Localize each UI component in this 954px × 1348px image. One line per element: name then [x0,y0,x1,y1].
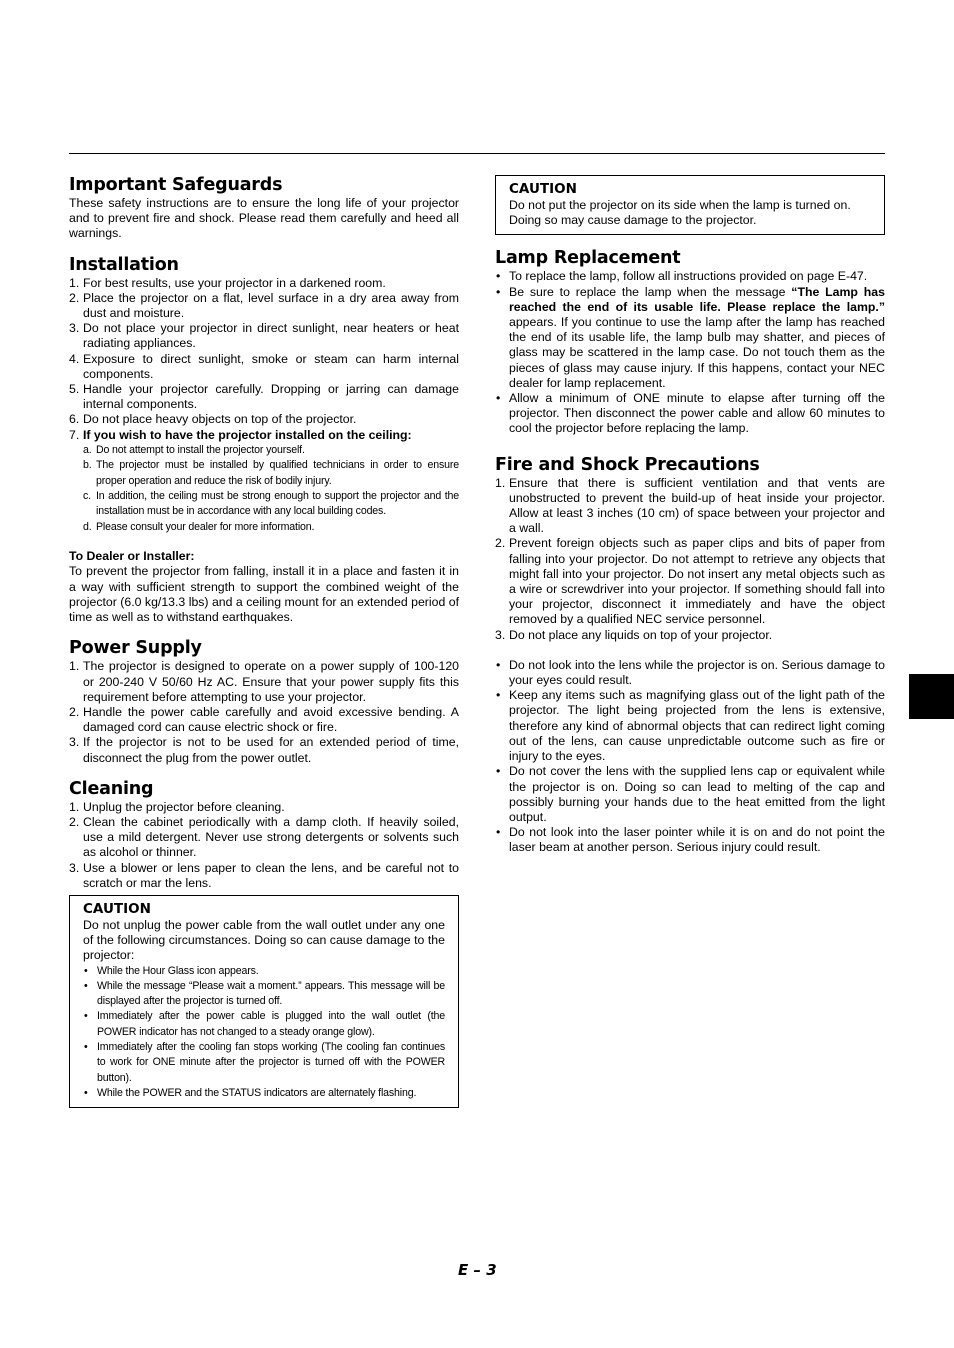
cleaning-heading: Cleaning [69,778,154,799]
list-item: • While the message “Please wait a moment.” appears. This message will be displayed after the projector is turned off. [83,979,445,1010]
lamp-caution-box [495,175,885,235]
list-item: 6. Do not place heavy objects on top of the projector. [69,412,357,427]
installation-list [69,276,459,443]
fire-heading: Fire and Shock Precautions [495,454,760,475]
list-item: 2. Handle the power cable carefully and avoid excessive bending. A damaged cord can cause electric shock or fire. [69,704,459,735]
list-item: • While the POWER and the STATUS indicators are alternately flashing. [83,1086,445,1101]
safeguards-intro: These safety instructions are to ensure the long life of your projector and to prevent fire and shock. Please read them carefully and heed all warnings. [69,196,459,241]
caution-text: Do not unplug the power cable from the wall outlet under any one of the following circumstances. Doing so can cause damage to the projector: [83,917,445,963]
header-rule [69,153,885,154]
power-list [69,659,459,765]
caution-title: CAUTION [509,181,577,197]
list-item: 1. Unplug the projector before cleaning. [69,799,285,814]
power-heading: Power Supply [69,638,202,659]
list-item: • Do not cover the lens with the supplied lens cap or equivalent while the projector is on. Doing so can lead to melting of the cap and possibly burning your hands due to the heat emitted from the light output. [495,764,885,825]
list-item: 3. Do not place your projector in direct sunlight, near heaters or heat radiating appliances. [69,321,459,351]
cleaning-list [69,800,459,891]
list-item: 1. Ensure that there is sufficient ventilation and that vents are unobstructed to prevent the build-up of heat inside your projector. Allow at least 3 inches (10 cm) of space between your projector and a wall. [495,475,885,536]
list-item: 2. Place the projector on a flat, level surface in a dry area away from dust and moisture. [69,290,459,321]
fire-bullets [495,658,885,856]
list-item: 3. Do not place any liquids on top of your projector. [495,627,773,642]
right-column [495,175,885,856]
installation-heading: Installation [69,254,179,275]
list-item: • Immediately after the cooling fan stops working (The cooling fan continues to work for ONE minute after the projector is turned off with the POWER button). [83,1040,445,1086]
fire-list [495,476,885,643]
dealer-text: To prevent the projector from falling, install it in a place and fasten it in a way with sufficient strength to support the combined weight of the projector (6.0 kg/13.3 lbs) and a ceiling mount for an extended period of time as well as to withstand earthquakes. [69,564,459,625]
ceiling-list [69,443,459,535]
list-item: • Do not look into the laser pointer while it is on and do not point the laser beam at another person. Serious injury could result. [495,825,885,855]
list-item: • To replace the lamp, follow all instructions provided on page E-47. [495,269,885,284]
list-item: 5. Handle your projector carefully. Dropping or jarring can damage internal components. [69,382,459,412]
list-item: c. In addition, the ceiling must be strong enough to support the projector and the installation must be in accordance with any local building codes. [83,490,459,518]
caution-text: Do not put the projector on its side when the lamp is turned on. Doing so may cause damage to the projector. [509,198,851,228]
caution-list [83,964,445,1102]
list-item: • Allow a minimum of ONE minute to elapse after turning off the projector. Then disconnect the power cable and allow 60 minutes to cool the projector before replacing the lamp. [495,391,885,437]
list-item: 2. Prevent foreign objects such as paper clips and bits of paper from falling into your projector. Do not attempt to retrieve any objects that might fall into your projector. Do not insert any metal objects such as a wire or screwdriver into your projector. If something should fall into your projector, disconnect it immediately and have the object removed by a qualified NEC service personnel. [495,536,885,627]
list-item: 2. Clean the cabinet periodically with a damp cloth. If heavily soiled, use a mild detergent. Never use strong detergents or solvents such as alcohol or thinner. [69,814,459,860]
list-item: 1. For best results, use your projector in a darkened room. [69,275,386,290]
section-tab-marker [909,674,954,719]
page-number: E – 3 [458,1261,497,1279]
list-item: b. The projector must be installed by qualified technicians in order to ensure proper operation and reduce the risk of bodily injury. [83,459,459,487]
list-item: 4. Exposure to direct sunlight, smoke or steam can harm internal components. [69,351,459,381]
list-item: • Be sure to replace the lamp when the message “The Lamp has reached the end of its usable life. Please replace the lamp.” appears. If you continue to use the lamp after the lamp has reached the end of its usable life, the lamp bulb may shatter, and pieces of glass may be scattered in the lamp case. Do not touch them as the pieces of glass may cause injury. If this happens, contact your NEC dealer for lamp replacement. [495,285,885,391]
list-item: 7. If you wish to have the projector installed on the ceiling: [69,427,412,442]
list-item: d. Please consult your dealer for more information. [83,520,315,533]
safeguards-heading: Important Safeguards [69,175,283,195]
list-item: • Keep any items such as magnifying glass out of the light path of the projector. The light being projected from the lens is extensive, therefore any kind of abnormal objects that can redirect light coming out of the lens, can cause unpredictable outcome such as fire or injury to the eyes. [495,688,885,764]
list-item: • While the Hour Glass icon appears. [83,964,445,979]
caution-title: CAUTION [83,900,151,917]
list-item: 1. The projector is designed to operate on a power supply of 100-120 or 200-240 V 50/60 Hz AC. Ensure that your power supply fits this requirement before attempting to use your projector. [69,659,459,704]
lamp-list [495,269,885,436]
list-item: • Immediately after the power cable is plugged into the wall outlet (the POWER indicator has not changed to a steady orange glow). [83,1009,445,1040]
lamp-heading: Lamp Replacement [495,248,681,269]
power-caution-box [69,895,459,1108]
left-column [69,170,459,1108]
list-item: a. Do not attempt to install the projector yourself. [83,443,305,456]
list-item: 3. Use a blower or lens paper to clean the lens, and be careful not to scratch or mar the lens. [69,860,459,890]
list-item: • Do not look into the lens while the projector is on. Serious damage to your eyes could result. [495,658,885,688]
dealer-heading: To Dealer or Installer: [69,549,195,564]
list-item: 3. If the projector is not to be used for an extended period of time, disconnect the plug from the power outlet. [69,735,459,765]
